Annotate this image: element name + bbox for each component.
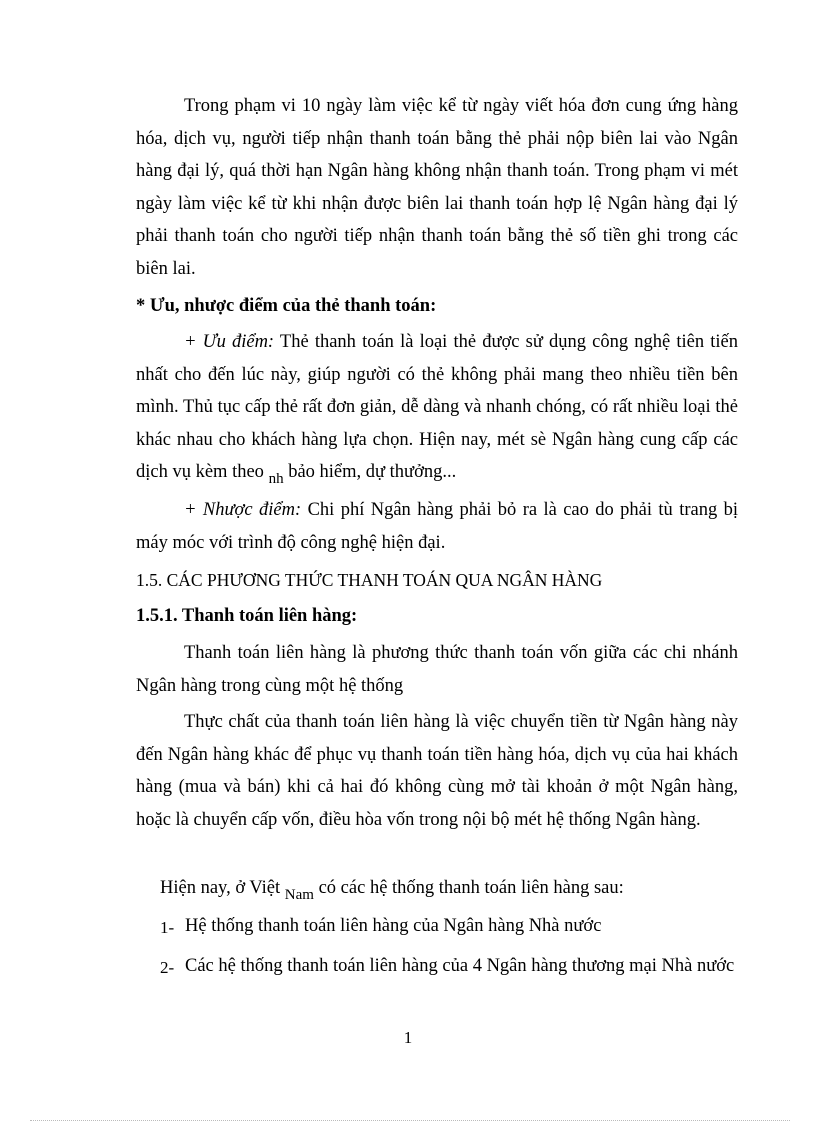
paragraph-receipt-deadline: Trong phạm vi 10 ngày làm việc kể từ ngày viết hóa đơn cung ứng hàng hóa, dịch vụ, người tiếp nhận thanh toán bằng thẻ phải nộp biên lai vào Ngân hàng đại lý, quá thời hạn Ngân hàng không nhận thanh toán. Trong phạm vi mét ngày làm việc kể từ khi nhận được biên lai thanh toán hợp lệ Ngân hàng đại lý phải thanh toán cho người tiếp nhận thanh toán bằng thẻ số tiền ghi trong các biên lai. (136, 96, 738, 279)
page-bottom-divider (30, 1120, 790, 1121)
list-item (160, 910, 738, 943)
list-number: 1- (160, 918, 175, 937)
paragraph-definition: Thanh toán liên hàng là phương thức thanh toán vốn giữa các chi nhánh Ngân hàng trong cùng một hệ thống (136, 643, 738, 696)
vietnam-text: Hiện nay, ở Việt (160, 878, 285, 898)
paragraph-essence: Thực chất của thanh toán liên hàng là việc chuyển tiền từ Ngân hàng này đến Ngân hàng khác để phục vụ thanh toán tiền hàng hóa, dịch vụ của hai khách hàng (mua và bán) khi cả hai đó không cùng mở tài khoản ở một Ngân hàng, hoặc là chuyển cấp vốn, điều hòa vốn trong nội bộ mét hệ thống Ngân hàng. (136, 712, 738, 830)
heading-pros-cons: * Ưu, nhược điểm của thẻ thanh toán: (136, 296, 437, 316)
list-text: Hệ thống thanh toán liên hàng của Ngân hàng Nhà nước (185, 916, 602, 936)
pros-label: + Ưu điểm: (184, 332, 275, 352)
page-number: 1 (403, 1028, 413, 1047)
paragraph-pros (136, 326, 738, 490)
subsection-heading: 1.5.1. Thanh toán liên hàng: (136, 606, 358, 626)
paragraph-cons (136, 494, 738, 559)
cons-text: Chi phí Ngân hàng phải bỏ ra là cao do phải tù trang bị máy móc với trình độ công nghệ hiện đại. (136, 500, 738, 553)
section-heading: 1.5. CÁC PHƯƠNG THỨC THANH TOÁN QUA NGÂN HÀNG (136, 570, 603, 590)
vietnam-subscript: Nam (284, 887, 314, 903)
vietnam-text-end: có các hệ thống thanh toán liên hàng sau: (313, 878, 624, 898)
pros-text-end: bảo hiểm, dự thưởng... (283, 462, 457, 482)
list-item (160, 950, 738, 983)
pros-subscript: nh (268, 471, 284, 487)
list-text: Các hệ thống thanh toán liên hàng của 4 Ngân hàng thương mại Nhà nước (185, 956, 735, 976)
paragraph-vietnam-systems (160, 872, 738, 906)
list-number: 2- (160, 958, 175, 977)
cons-label: + Nhược điểm: (184, 500, 302, 520)
pros-text: Thẻ thanh toán là loại thẻ được sử dụng công nghệ tiên tiến nhất cho đến lúc này, giúp người có thẻ không phải mang theo nhiều tiền bên mình. Thủ tục cấp thẻ rất đơn giản, dễ dàng và nhanh chóng, có rất nhiều loại thẻ khác nhau cho khách hàng lựa chọn. Hiện nay, mét sè Ngân hàng cung cấp các dịch vụ kèm theo (136, 332, 738, 482)
